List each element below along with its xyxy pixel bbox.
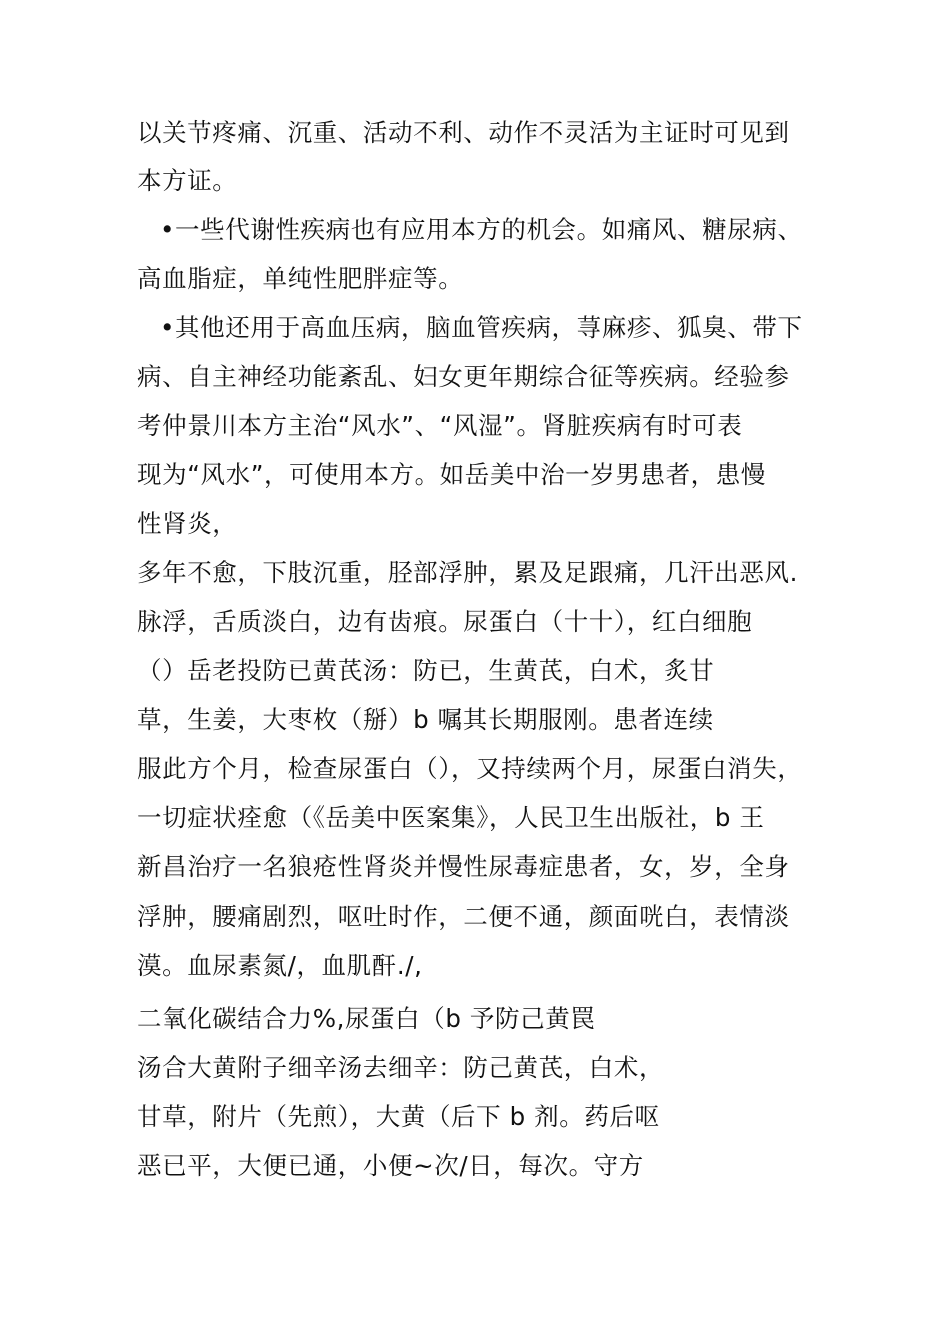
text-line: 脉浮，舌质淡白，边有齿痕。尿蛋白（十十），红白细胞 bbox=[137, 607, 753, 636]
text-line: 现为“风水”，可使用本方。如岳美中治一岁男患者，患慢 bbox=[137, 460, 766, 489]
text-line: 草，生姜，大枣枚（掰）b 嘱其长期服刚。患者连续 bbox=[137, 705, 714, 734]
text-line: 新昌治疗一名狼疮性肾炎并慢性尿毒症患者，女，岁，全身 bbox=[137, 852, 790, 881]
text-line: 高血脂症，单纯性肥胖症等。 bbox=[137, 264, 464, 293]
text-line: 多年不愈，下肢沉重，胫部浮肿，累及足跟痛，几汗出恶风. bbox=[137, 558, 798, 587]
text-line: （）岳老投防已黄芪汤：防已，生黄芪，白术，炙甘 bbox=[137, 656, 715, 685]
text-line: 汤合大黄附子细辛汤去细辛：防己黄芪，白术， bbox=[137, 1053, 665, 1082]
text-line: 以关节疼痛、沉重、活动不利、动作不灵活为主证时可见到 bbox=[137, 118, 790, 147]
text-line: 浮肿，腰痛剧烈，呕吐时作，二便不通，颜面咣白，表情淡 bbox=[137, 902, 790, 931]
text-line: 一切症状痊愈（《岳美中医案集》，人民卫生出版社，b 王 bbox=[137, 803, 765, 832]
text-line: 本方证。 bbox=[137, 166, 238, 195]
text-line: 服此方个月，检查尿蛋白（），又持续两个月，尿蛋白消失， bbox=[137, 754, 803, 783]
text-line: 考仲景川本方主治“风水”、“风湿”。肾脏疾病有时可表 bbox=[137, 411, 743, 440]
text-line: •一些代谢性疾病也有应用本方的机会。如痛风、糖尿病、 bbox=[160, 215, 803, 244]
text-line: 恶已平，大便已通，小便~次/日，每次。守方 bbox=[137, 1151, 644, 1180]
text-line: 漠。血尿素氮/，血肌酐./, bbox=[137, 951, 423, 980]
text-line: 性肾炎， bbox=[137, 509, 238, 538]
text-line: 二氧化碳结合力%,尿蛋白（b 予防己黄罠 bbox=[137, 1004, 596, 1033]
text-line: •其他还用于高血压病，脑血管疾病，荨麻疹、狐臭、带下 bbox=[160, 313, 803, 342]
text-line: 甘草，附片（先煎），大黄（后下 b 剂。药后呕 bbox=[137, 1102, 660, 1131]
text-line: 病、自主神经功能紊乱、妇女更年期综合征等疾病。经验参 bbox=[137, 362, 790, 391]
